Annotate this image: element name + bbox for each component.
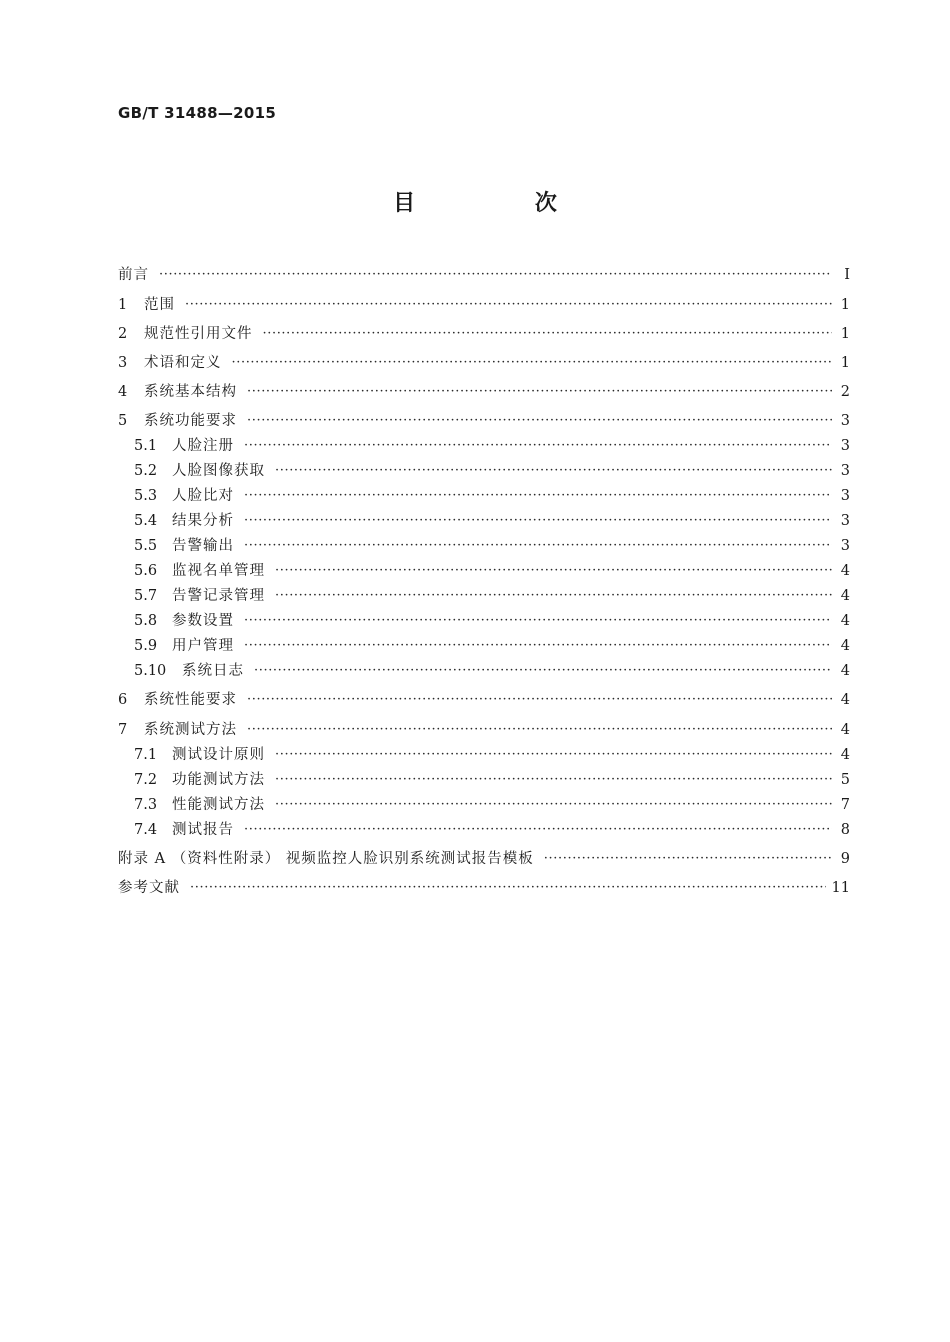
toc-entry-page: 1 [840,326,850,342]
toc-entry-7[interactable] [118,720,850,740]
toc-entry-page: Ⅰ [844,267,850,283]
toc-entry-number: 5.1 [134,438,158,454]
toc-entry-5-6[interactable] [134,561,850,581]
toc-entry-number: 5.4 [134,513,158,529]
toc-leader-dots [185,295,832,315]
toc-entry-6[interactable] [118,690,850,710]
toc-entry-number: 5.9 [134,638,158,654]
toc-entry-page: 8 [840,822,850,838]
toc-entry-page: 11 [831,880,850,896]
toc-entry-label: 范围 [144,297,175,313]
toc-entry-7-2[interactable] [134,770,850,790]
toc-entry-label: 系统性能要求 [144,692,237,708]
toc-leader-dots [244,511,832,531]
toc-entry-page: 4 [840,747,850,763]
toc-entry-number: 5.7 [134,588,158,604]
toc-leader-dots [275,770,832,790]
toc-entry-label: 系统功能要求 [144,413,237,429]
toc-entry-number: 3 [118,355,128,371]
toc-entry-page: 9 [840,851,850,867]
toc-leader-dots [190,878,826,898]
toc-entry-label: 系统基本结构 [144,384,237,400]
toc-leader-dots [263,324,833,344]
toc-entry-number: 1 [118,297,128,313]
toc-entry-number: 5.5 [134,538,158,554]
toc-entry-page: 1 [840,297,850,313]
toc-entry-label: 人脸比对 [172,488,234,504]
toc-entry-label: 告警输出 [172,538,234,554]
toc-entry-page: 5 [840,772,850,788]
toc-entry-page: 4 [840,563,850,579]
toc-entry-label: 结果分析 [172,513,234,529]
toc-leader-dots [244,486,832,506]
toc-leader-dots [247,411,832,431]
toc-entry-5-5[interactable] [134,536,850,556]
toc-entry-5-7[interactable] [134,586,850,606]
toc-entry-page: 3 [840,438,850,454]
toc-entry-5-2[interactable] [134,461,850,481]
toc-entry-7-4[interactable] [134,820,850,840]
toc-entry-label: 规范性引用文件 [144,326,253,342]
toc-entry-5-4[interactable] [134,511,850,531]
toc-entry-1[interactable] [118,295,850,315]
toc-leader-dots [247,720,832,740]
standard-code: GB/T 31488—2015 [118,104,277,122]
toc-entry-page: 4 [840,588,850,604]
toc-entry-number: 6 [118,692,128,708]
toc-entry-page: 4 [840,663,850,679]
toc-entry-page: 3 [840,413,850,429]
toc-entry-label: 术语和定义 [144,355,222,371]
toc-entry-label: 告警记录管理 [172,588,265,604]
toc-leader-dots [275,461,832,481]
toc-title: 目 次 [393,191,613,216]
toc-entry-bibliography[interactable] [118,878,850,898]
toc-entry-7-3[interactable] [134,795,850,815]
toc-leader-dots [254,661,832,681]
toc-entry-page: 2 [840,384,850,400]
toc-entry-number: 5.8 [134,613,158,629]
toc-entry-page: 3 [840,513,850,529]
toc-entry-number: 7.2 [134,772,158,788]
toc-entry-appendix-a[interactable] [118,849,850,869]
toc-leader-dots [247,690,832,710]
toc-entry-label: 测试设计原则 [172,747,265,763]
toc-leader-dots [544,849,832,869]
toc-entry-page: 1 [840,355,850,371]
toc-entry-5-1[interactable] [134,436,850,456]
toc-leader-dots [275,745,832,765]
toc-entry-label: 人脸注册 [172,438,234,454]
toc-entry-label: 测试报告 [172,822,234,838]
toc-leader-dots [244,611,832,631]
toc-leader-dots [244,536,832,556]
toc-entry-foreword[interactable] [118,265,850,285]
toc-entry-number: 4 [118,384,128,400]
toc-leader-dots [244,636,832,656]
toc-entry-label: 系统测试方法 [144,722,237,738]
toc-entry-5-8[interactable] [134,611,850,631]
toc-entry-label: 参数设置 [172,613,234,629]
toc-entry-page: 4 [840,722,850,738]
toc-entry-number: 5.3 [134,488,158,504]
toc-entry-4[interactable] [118,382,850,402]
toc-entry-number: 5.10 [134,663,167,679]
toc-entry-number: 5.6 [134,563,158,579]
toc-entry-label: 功能测试方法 [172,772,265,788]
toc-entry-label: 用户管理 [172,638,234,654]
toc-entry-label: 监视名单管理 [172,563,265,579]
toc-leader-dots [244,436,832,456]
toc-entry-5-3[interactable] [134,486,850,506]
toc-entry-number: 5 [118,413,128,429]
toc-entry-number: 7.4 [134,822,158,838]
toc-entry-page: 3 [840,463,850,479]
toc-entry-2[interactable] [118,324,850,344]
toc-leader-dots [275,586,832,606]
toc-entry-number: 5.2 [134,463,158,479]
toc-entry-label: 性能测试方法 [172,797,265,813]
toc-leader-dots [232,353,833,373]
toc-entry-label: 附录 A （资料性附录） 视频监控人脸识别系统测试报告模板 [118,851,534,867]
toc-entry-7-1[interactable] [134,745,850,765]
toc-entry-page: 4 [840,692,850,708]
toc-entry-number: 2 [118,326,128,342]
toc-leader-dots [244,820,832,840]
toc-leader-dots [275,795,832,815]
toc-entry-label: 参考文献 [118,880,180,896]
toc-entry-number: 7 [118,722,128,738]
toc-entry-label: 系统日志 [182,663,244,679]
toc-entry-number: 7.1 [134,747,158,763]
toc-leader-dots [247,382,832,402]
toc-entry-page: 4 [840,613,850,629]
toc-entry-page: 4 [840,638,850,654]
toc-entry-label: 人脸图像获取 [172,463,265,479]
toc-entry-page: 7 [840,797,850,813]
toc-entry-label: 前言 [118,267,149,283]
toc-entry-page: 3 [840,488,850,504]
toc-entry-5[interactable] [118,411,850,431]
toc-entry-page: 3 [840,538,850,554]
toc-entry-number: 7.3 [134,797,158,813]
toc-entry-3[interactable] [118,353,850,373]
toc-entry-5-9[interactable] [134,636,850,656]
toc-leader-dots [275,561,832,581]
toc-entry-5-10[interactable] [134,661,850,681]
toc-leader-dots [159,265,832,285]
